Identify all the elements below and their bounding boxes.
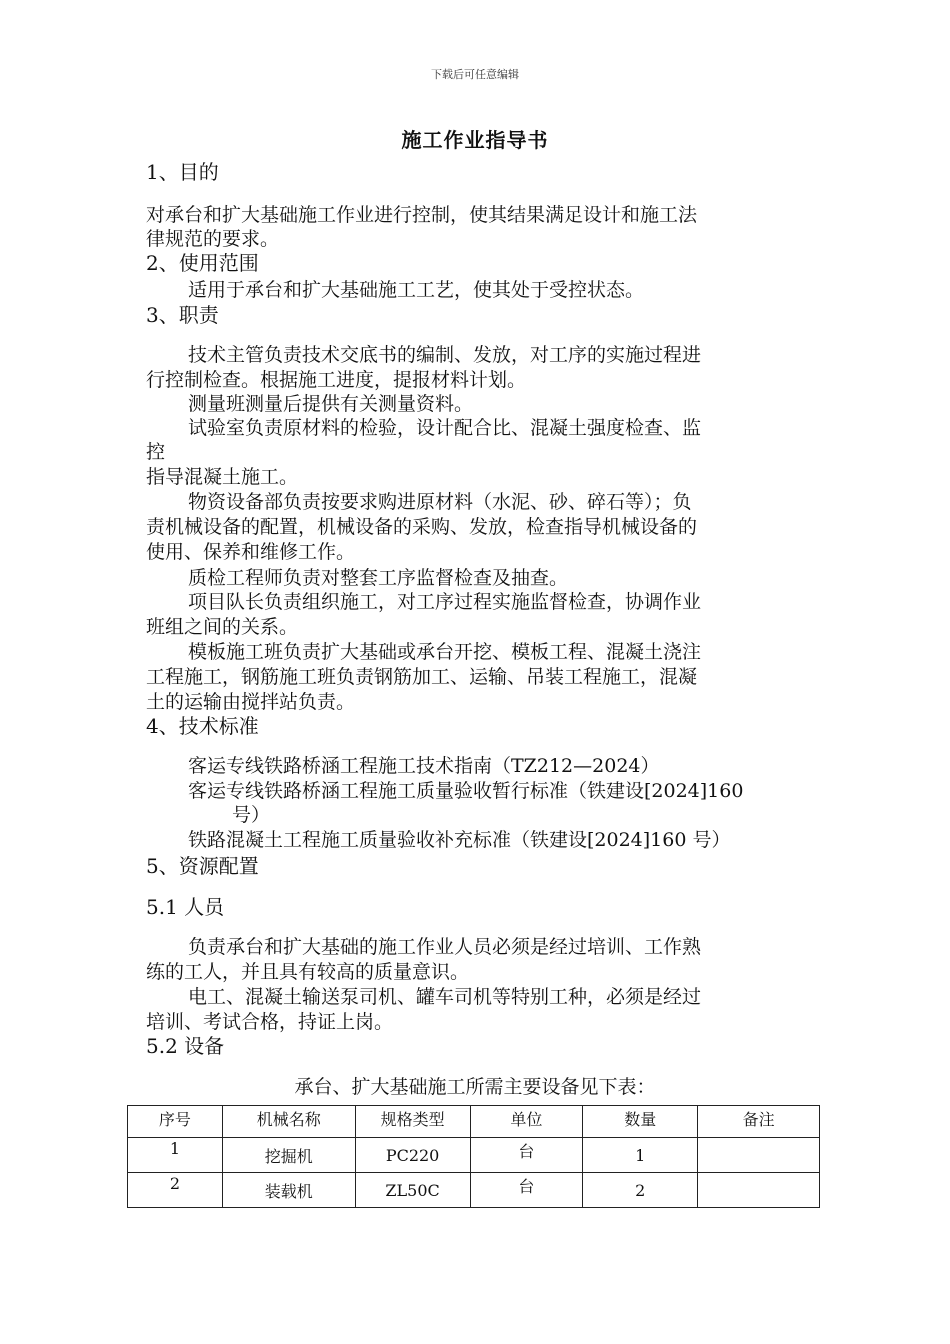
section-5-heading: 5、资源配置 bbox=[146, 854, 259, 878]
table-cell: 台 bbox=[470, 1173, 583, 1208]
paragraph-line: 土的运输由搅拌站负责。 bbox=[146, 691, 356, 713]
paragraph-line: 电工、混凝土输送泵司机、罐车司机等特别工种，必须是经过 bbox=[188, 986, 702, 1008]
header-note: 下载后可任意编辑 bbox=[431, 68, 519, 81]
table-cell: PC220 bbox=[355, 1138, 470, 1173]
section-4-heading: 4、技术标准 bbox=[146, 714, 259, 738]
header-cell: 单位 bbox=[470, 1106, 583, 1138]
table-caption: 承台、扩大基础施工所需主要设备见下表： bbox=[294, 1076, 656, 1098]
header-cell: 备注 bbox=[698, 1106, 820, 1138]
paragraph-line: 负责承台和扩大基础的施工作业人员必须是经过培训、工作熟 bbox=[188, 936, 702, 958]
table-cell: 台 bbox=[470, 1138, 583, 1173]
paragraph-line: 试验室负责原材料的检验，设计配合比、混凝土强度检查、监 bbox=[188, 417, 702, 439]
paragraph-line: 号） bbox=[232, 804, 271, 826]
paragraph-line: 客运专线铁路桥涵工程施工质量验收暂行标准（铁建设[2024]160 bbox=[188, 780, 744, 802]
paragraph-line: 培训、考试合格，持证上岗。 bbox=[146, 1011, 394, 1033]
section-2-heading: 2、使用范围 bbox=[146, 251, 259, 275]
table-cell: 挖掘机 bbox=[222, 1138, 355, 1173]
table-cell: 2 bbox=[583, 1173, 698, 1208]
paragraph-line: 练的工人，并且具有较高的质量意识。 bbox=[146, 961, 470, 983]
paragraph-line: 使用、保养和维修工作。 bbox=[146, 541, 356, 563]
paragraph-line: 班组之间的关系。 bbox=[146, 616, 299, 638]
table-cell: 1 bbox=[583, 1138, 698, 1173]
header-cell: 规格类型 bbox=[355, 1106, 470, 1138]
paragraph-line: 技术主管负责技术交底书的编制、发放，对工序的实施过程进 bbox=[188, 344, 702, 366]
paragraph-line: 行控制检查。根据施工进度，提报材料计划。 bbox=[146, 369, 527, 391]
paragraph-line: 对承台和扩大基础施工作业进行控制，使其结果满足设计和施工法 bbox=[146, 204, 698, 226]
table-cell bbox=[698, 1138, 820, 1173]
table-cell: 2 bbox=[128, 1173, 223, 1208]
section-1-heading: 1、目的 bbox=[146, 160, 219, 184]
header-cell: 序号 bbox=[128, 1106, 223, 1138]
header-cell: 数量 bbox=[583, 1106, 698, 1138]
table-header-row bbox=[128, 1106, 820, 1138]
equipment-table bbox=[127, 1105, 820, 1208]
paragraph-line: 律规范的要求。 bbox=[146, 228, 280, 250]
paragraph-line: 工程施工，钢筋施工班负责钢筋加工、运输、吊装工程施工，混凝 bbox=[146, 666, 698, 688]
paragraph-line: 控 bbox=[146, 441, 166, 463]
table-cell bbox=[698, 1173, 820, 1208]
paragraph-line: 责机械设备的配置，机械设备的采购、发放，检查指导机械设备的 bbox=[146, 516, 698, 538]
paragraph-line: 质检工程师负责对整套工序监督检查及抽查。 bbox=[188, 567, 569, 589]
document-title: 施工作业指导书 bbox=[401, 128, 549, 152]
table-cell: 装载机 bbox=[222, 1173, 355, 1208]
paragraph-line: 铁路混凝土工程施工质量验收补充标准（铁建设[2024]160 号） bbox=[188, 829, 731, 851]
table-cell: 1 bbox=[128, 1138, 223, 1173]
header-cell: 机械名称 bbox=[222, 1106, 355, 1138]
paragraph-line: 测量班测量后提供有关测量资料。 bbox=[188, 393, 474, 415]
section-3-heading: 3、职责 bbox=[146, 303, 219, 327]
paragraph-line: 模板施工班负责扩大基础或承台开挖、模板工程、混凝土浇注 bbox=[188, 641, 702, 663]
paragraph-line: 项目队长负责组织施工，对工序过程实施监督检查，协调作业 bbox=[188, 591, 702, 613]
paragraph-line: 客运专线铁路桥涵工程施工技术指南（TZ212—2024） bbox=[188, 755, 660, 777]
table-cell: ZL50C bbox=[355, 1173, 470, 1208]
section-5-2-heading: 5.2 设备 bbox=[146, 1034, 225, 1058]
table-row bbox=[128, 1138, 820, 1173]
section-5-1-heading: 5.1 人员 bbox=[146, 895, 225, 919]
table-row bbox=[128, 1173, 820, 1208]
paragraph-line: 适用于承台和扩大基础施工工艺，使其处于受控状态。 bbox=[188, 279, 645, 301]
paragraph-line: 指导混凝土施工。 bbox=[146, 466, 299, 488]
paragraph-line: 物资设备部负责按要求购进原材料（水泥、砂、碎石等）；负 bbox=[188, 491, 692, 513]
